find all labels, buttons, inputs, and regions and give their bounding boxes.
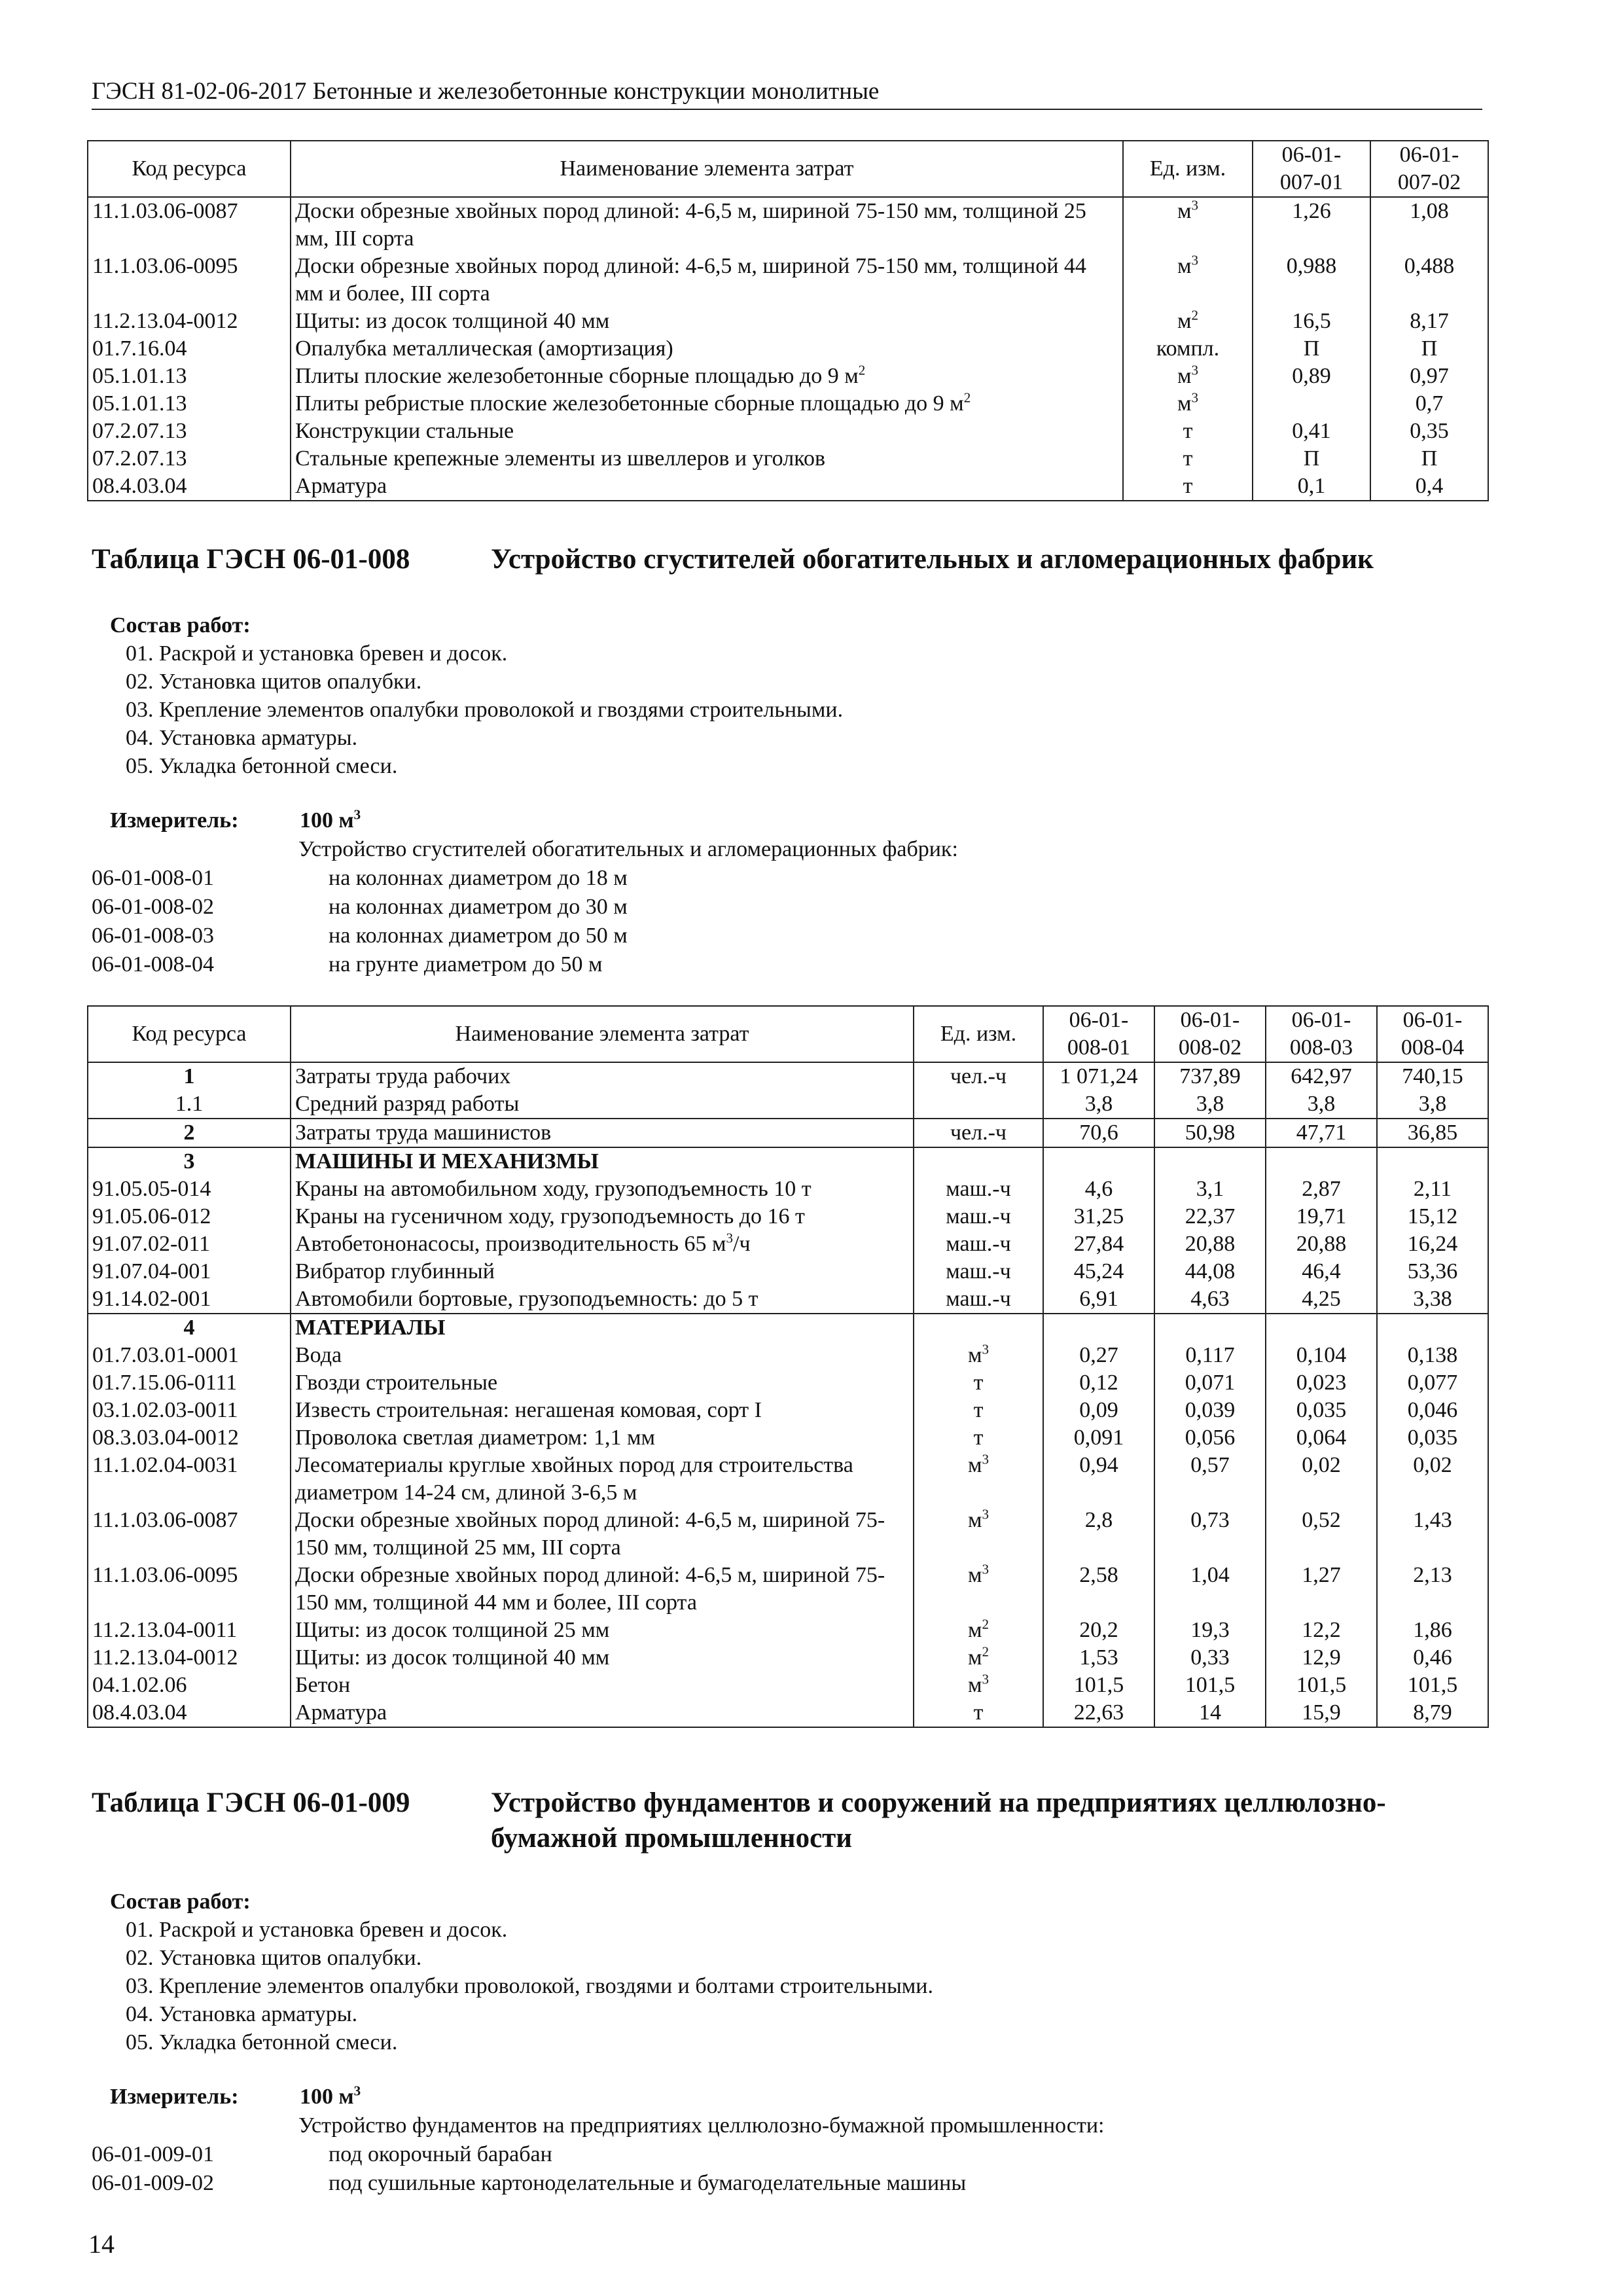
value-02: 3,1 (1154, 1175, 1266, 1203)
value-01: 2,58 (1043, 1562, 1154, 1617)
value-01: 2,8 (1043, 1507, 1154, 1562)
value-04: 53,36 (1377, 1258, 1488, 1285)
codes-008 (92, 835, 958, 979)
table-row (88, 335, 1488, 363)
column-header: Код ресурса (88, 141, 291, 197)
work-item: 05. Укладка бетонной смеси. (126, 2030, 398, 2054)
norm-code: 06-01-009-01 (92, 2142, 214, 2166)
unit: $м^2$ (914, 1617, 1043, 1644)
table-row (88, 1699, 1488, 1727)
norm-description: на грунте диаметром до 50 м (329, 952, 603, 977)
value-03: 0,52 (1266, 1507, 1377, 1562)
column-header: 06-01- 008-04 (1377, 1006, 1488, 1062)
resource-name: Средний разряд работы (291, 1090, 914, 1119)
table-name: Устройство фундаментов и сооружений на предприятиях целлюлозно-бумажной промышленности (491, 1787, 1386, 1854)
resource-name: Краны на автомобильном ходу, грузоподъемность 10 т (291, 1175, 914, 1203)
value-01: 0,12 (1043, 1369, 1154, 1397)
table-row (88, 1258, 1488, 1285)
unit: т (914, 1424, 1043, 1452)
norm-code-row (92, 922, 958, 950)
value-03: 0,02 (1266, 1452, 1377, 1507)
value-02: 0,056 (1154, 1424, 1266, 1452)
table-row (88, 363, 1488, 390)
value-01: 0,091 (1043, 1424, 1154, 1452)
table-row (88, 1230, 1488, 1258)
resource-code: 91.05.06-012 (88, 1203, 291, 1230)
norm-code-row (92, 950, 958, 979)
value-01: 70,6 (1043, 1119, 1154, 1147)
resource-name: МАТЕРИАЛЫ (291, 1314, 914, 1342)
value-02: 1,04 (1154, 1562, 1266, 1617)
resource-name: Опалубка металлическая (амортизация) (291, 335, 1123, 363)
resource-code: 3 (88, 1147, 291, 1175)
table-row (88, 1424, 1488, 1452)
value-03: 4,25 (1266, 1285, 1377, 1314)
unit: $м^3$ (1123, 363, 1253, 390)
value-02: 0,117 (1154, 1342, 1266, 1369)
value-03: 19,71 (1266, 1203, 1377, 1230)
value-02: 3,8 (1154, 1090, 1266, 1119)
value-04: 101,5 (1377, 1672, 1488, 1699)
value-01: 31,25 (1043, 1203, 1154, 1230)
resource-table-008 (87, 1005, 1489, 1728)
table-row (88, 1617, 1488, 1644)
table-row (88, 253, 1488, 308)
unit: $м^3$ (914, 1452, 1043, 1507)
meter-label: Измеритель: (110, 808, 239, 833)
resource-name: Доски обрезные хвойных пород длиной: 4-6,5 м, шириной 75-150 мм, толщиной 44 мм и более, III сорта (291, 1562, 914, 1617)
value-04: 1,43 (1377, 1507, 1488, 1562)
resource-name: Затраты труда машинистов (291, 1119, 914, 1147)
value-04: 0,046 (1377, 1397, 1488, 1424)
unit: $м^3$ (1123, 197, 1253, 253)
resource-code: 11.2.13.04-0011 (88, 1617, 291, 1644)
unit: т (1123, 445, 1253, 473)
table-row (88, 1644, 1488, 1672)
table-row (88, 445, 1488, 473)
table-row (88, 1562, 1488, 1617)
resource-code: 01.7.15.06-0111 (88, 1369, 291, 1397)
unit: т (914, 1699, 1043, 1727)
table-row (88, 1314, 1488, 1342)
unit: маш.-ч (914, 1285, 1043, 1314)
resource-name: Доски обрезные хвойных пород длиной: 4-6,5 м, шириной 75-150 мм, толщиной 25 мм, III сорта (291, 197, 1123, 253)
resource-name: Щиты: из досок толщиной 40 мм (291, 1644, 914, 1672)
value-01: 1,26 (1253, 197, 1370, 253)
value-01: 16,5 (1253, 308, 1370, 335)
value-04: 0,138 (1377, 1342, 1488, 1369)
resource-code: 11.2.13.04-0012 (88, 308, 291, 335)
value-01: П (1253, 445, 1370, 473)
value-02: 4,63 (1154, 1285, 1266, 1314)
value-03: 15,9 (1266, 1699, 1377, 1727)
column-header: Наименование элемента затрат (291, 1006, 914, 1062)
norm-description: на колоннах диаметром до 18 м (329, 866, 628, 890)
work-item: 04. Установка арматуры. (126, 726, 358, 750)
value-02: 14 (1154, 1699, 1266, 1727)
norm-description: на колоннах диаметром до 50 м (329, 924, 628, 948)
value-03: 0,064 (1266, 1424, 1377, 1452)
resource-name: Арматура (291, 1699, 914, 1727)
table-row (88, 390, 1488, 418)
value-02: 0,35 (1370, 418, 1488, 445)
value-02: П (1370, 335, 1488, 363)
table-row (88, 1147, 1488, 1175)
value-04 (1377, 1147, 1488, 1175)
value-03 (1266, 1147, 1377, 1175)
value-01: 0,89 (1253, 363, 1370, 390)
value-01: 0,988 (1253, 253, 1370, 308)
value-01: 4,6 (1043, 1175, 1154, 1203)
value-01: 0,1 (1253, 473, 1370, 501)
work-item: 04. Установка арматуры. (126, 2002, 358, 2026)
value-02: П (1370, 445, 1488, 473)
resource-code: 1.1 (88, 1090, 291, 1119)
resource-name: Арматура (291, 473, 1123, 501)
resource-code: 11.1.03.06-0087 (88, 197, 291, 253)
value-04: 16,24 (1377, 1230, 1488, 1258)
resource-name: Автобетононасосы, производительность 65 $м^3/ч$ (291, 1230, 914, 1258)
value-02: 1,08 (1370, 197, 1488, 253)
unit: компл. (1123, 335, 1253, 363)
table-row (88, 1119, 1488, 1147)
resource-table-007 (87, 140, 1489, 501)
value-03: 2,87 (1266, 1175, 1377, 1203)
table-row (88, 1062, 1488, 1090)
work-item: 03. Крепление элементов опалубки проволокой, гвоздями и болтами строительными. (126, 1974, 933, 1998)
resource-code: 91.07.02-011 (88, 1230, 291, 1258)
resource-code: 11.2.13.04-0012 (88, 1644, 291, 1672)
resource-name: Затраты труда рабочих (291, 1062, 914, 1090)
value-03 (1266, 1314, 1377, 1342)
unit: $м^2$ (1123, 308, 1253, 335)
work-item: 05. Укладка бетонной смеси. (126, 754, 398, 778)
unit: т (1123, 418, 1253, 445)
value-02: 0,4 (1370, 473, 1488, 501)
table-row (88, 308, 1488, 335)
value-01: 0,27 (1043, 1342, 1154, 1369)
works-list-009 (110, 1888, 933, 2056)
unit: маш.-ч (914, 1203, 1043, 1230)
column-header: Код ресурса (88, 1006, 291, 1062)
unit: т (914, 1369, 1043, 1397)
table-row (88, 1285, 1488, 1314)
table-row (88, 1090, 1488, 1119)
value-02: 19,3 (1154, 1617, 1266, 1644)
work-item: 02. Установка щитов опалубки. (126, 670, 422, 694)
resource-name: Конструкции стальные (291, 418, 1123, 445)
value-01: П (1253, 335, 1370, 363)
resource-code: 08.3.03.04-0012 (88, 1424, 291, 1452)
value-04: 1,86 (1377, 1617, 1488, 1644)
value-02: 0,33 (1154, 1644, 1266, 1672)
resource-name: МАШИНЫ И МЕХАНИЗМЫ (291, 1147, 914, 1175)
codes-009 (92, 2111, 1104, 2198)
value-03: 101,5 (1266, 1672, 1377, 1699)
value-01 (1043, 1147, 1154, 1175)
resource-code: 01.7.16.04 (88, 335, 291, 363)
value-04: 3,8 (1377, 1090, 1488, 1119)
value-01: 0,41 (1253, 418, 1370, 445)
value-03: 642,97 (1266, 1062, 1377, 1090)
value-04: 0,077 (1377, 1369, 1488, 1397)
work-item: 01. Раскрой и установка бревен и досок. (126, 641, 508, 666)
value-04: 0,02 (1377, 1452, 1488, 1507)
value-04: 15,12 (1377, 1203, 1488, 1230)
resource-name: Плиты плоские железобетонные сборные площадью до 9 $м^2$ (291, 363, 1123, 390)
unit: маш.-ч (914, 1175, 1043, 1203)
meter-value: 100 $м^3$ (300, 806, 361, 833)
value-02 (1154, 1147, 1266, 1175)
table-row (88, 1175, 1488, 1203)
unit: $м^3$ (914, 1562, 1043, 1617)
value-02: 22,37 (1154, 1203, 1266, 1230)
column-header: Ед. изм. (914, 1006, 1043, 1062)
resource-code: 04.1.02.06 (88, 1672, 291, 1699)
value-01: 0,94 (1043, 1452, 1154, 1507)
resource-code: 1 (88, 1062, 291, 1090)
value-01: 0,09 (1043, 1397, 1154, 1424)
unit: $м^3$ (1123, 390, 1253, 418)
table-header-row (88, 141, 1488, 197)
value-03: 20,88 (1266, 1230, 1377, 1258)
column-header: 06-01- 008-01 (1043, 1006, 1154, 1062)
value-01: 22,63 (1043, 1699, 1154, 1727)
unit: $м^3$ (914, 1672, 1043, 1699)
value-04: 3,38 (1377, 1285, 1488, 1314)
value-04: 0,46 (1377, 1644, 1488, 1672)
resource-code: 03.1.02.03-0011 (88, 1397, 291, 1424)
table-row (88, 1507, 1488, 1562)
resource-code: 11.1.02.04-0031 (88, 1452, 291, 1507)
meter-label: Измеритель: (110, 2085, 239, 2109)
unit: $м^3$ (914, 1507, 1043, 1562)
codes-description: Устройство сгустителей обогатительных и агломерационных фабрик: (298, 837, 958, 861)
value-02: 0,57 (1154, 1452, 1266, 1507)
resource-code: 91.14.02-001 (88, 1285, 291, 1314)
resource-code: 08.4.03.04 (88, 473, 291, 501)
value-04: 2,13 (1377, 1562, 1488, 1617)
unit: т (1123, 473, 1253, 501)
unit: т (914, 1397, 1043, 1424)
value-03: 3,8 (1266, 1090, 1377, 1119)
table-name: Устройство сгустителей обогатительных и агломерационных фабрик (491, 544, 1374, 575)
norm-code: 06-01-008-01 (92, 866, 214, 890)
norm-code: 06-01-009-02 (92, 2171, 214, 2195)
value-02: 737,89 (1154, 1062, 1266, 1090)
value-03: 12,9 (1266, 1644, 1377, 1672)
resource-code: 4 (88, 1314, 291, 1342)
value-03: 12,2 (1266, 1617, 1377, 1644)
value-01 (1253, 390, 1370, 418)
value-01: 45,24 (1043, 1258, 1154, 1285)
column-header: 06-01- 007-01 (1253, 141, 1370, 197)
value-03: 47,71 (1266, 1119, 1377, 1147)
codes-description: Устройство фундаментов на предприятиях целлюлозно-бумажной промышленности: (298, 2113, 1105, 2138)
table-row (88, 1342, 1488, 1369)
work-item: 01. Раскрой и установка бревен и досок. (126, 1918, 508, 1942)
norm-code: 06-01-008-04 (92, 952, 214, 977)
value-04 (1377, 1314, 1488, 1342)
meter-009 (110, 2083, 361, 2111)
resource-name: Щиты: из досок толщиной 40 мм (291, 308, 1123, 335)
value-03: 0,035 (1266, 1397, 1377, 1424)
resource-code: 91.07.04-001 (88, 1258, 291, 1285)
resource-code: 91.05.05-014 (88, 1175, 291, 1203)
value-02: 0,039 (1154, 1397, 1266, 1424)
unit: маш.-ч (914, 1230, 1043, 1258)
resource-code: 07.2.07.13 (88, 445, 291, 473)
value-02: 8,17 (1370, 308, 1488, 335)
value-01: 3,8 (1043, 1090, 1154, 1119)
value-04: 2,11 (1377, 1175, 1488, 1203)
value-02 (1154, 1314, 1266, 1342)
table-label: Таблица ГЭСН 06-01-009 (92, 1787, 410, 1818)
value-03: 46,4 (1266, 1258, 1377, 1285)
work-item: 02. Установка щитов опалубки. (126, 1946, 422, 1970)
value-02: 20,88 (1154, 1230, 1266, 1258)
value-02: 0,7 (1370, 390, 1488, 418)
resource-name: Автомобили бортовые, грузоподъемность: до 5 т (291, 1285, 914, 1314)
table-title-009 (92, 1785, 1386, 1854)
page-number: 14 (88, 2229, 115, 2259)
value-02: 0,488 (1370, 253, 1488, 308)
meter-value: 100 $м^3$ (300, 2083, 361, 2109)
value-04: 36,85 (1377, 1119, 1488, 1147)
resource-name: Стальные крепежные элементы из швеллеров и уголков (291, 445, 1123, 473)
unit: маш.-ч (914, 1258, 1043, 1285)
table-row (88, 1397, 1488, 1424)
resource-code: 05.1.01.13 (88, 363, 291, 390)
column-header: 06-01- 008-03 (1266, 1006, 1377, 1062)
norm-code-row (92, 893, 958, 922)
unit: чел.-ч (914, 1062, 1043, 1090)
meter-008 (110, 806, 361, 834)
resource-name: Щиты: из досок толщиной 25 мм (291, 1617, 914, 1644)
column-header: Наименование элемента затрат (291, 141, 1123, 197)
resource-name: Гвозди строительные (291, 1369, 914, 1397)
resource-name: Плиты ребристые плоские железобетонные сборные площадью до 9 $м^2$ (291, 390, 1123, 418)
value-01: 1,53 (1043, 1644, 1154, 1672)
norm-code-row (92, 864, 958, 893)
value-04: 8,79 (1377, 1699, 1488, 1727)
table-header-row (88, 1006, 1488, 1062)
resource-name: Лесоматериалы круглые хвойных пород для строительства диаметром 14-24 см, длиной 3-6,5 м (291, 1452, 914, 1507)
value-02: 0,071 (1154, 1369, 1266, 1397)
resource-code: 07.2.07.13 (88, 418, 291, 445)
table-label: Таблица ГЭСН 06-01-008 (92, 544, 410, 575)
value-03: 0,023 (1266, 1369, 1377, 1397)
resource-name: Доски обрезные хвойных пород длиной: 4-6,5 м, шириной 75-150 мм, толщиной 44 мм и более, III сорта (291, 253, 1123, 308)
value-01: 101,5 (1043, 1672, 1154, 1699)
norm-code: 06-01-008-03 (92, 924, 214, 948)
value-04: 0,035 (1377, 1424, 1488, 1452)
unit: $м^3$ (914, 1342, 1043, 1369)
works-title: Состав работ: (110, 613, 251, 637)
value-02: 44,08 (1154, 1258, 1266, 1285)
unit: $м^2$ (914, 1644, 1043, 1672)
work-item: 03. Крепление элементов опалубки проволокой и гвоздями строительными. (126, 698, 844, 722)
value-01: 1 071,24 (1043, 1062, 1154, 1090)
unit (914, 1147, 1043, 1175)
unit: чел.-ч (914, 1119, 1043, 1147)
resource-code: 11.1.03.06-0087 (88, 1507, 291, 1562)
value-01 (1043, 1314, 1154, 1342)
unit: $м^3$ (1123, 253, 1253, 308)
running-header: ГЭСН 81-02-06-2017 Бетонные и железобетонные конструкции монолитные (92, 77, 1482, 110)
norm-code: 06-01-008-02 (92, 895, 214, 919)
table-row (88, 1672, 1488, 1699)
resource-name: Проволока светлая диаметром: 1,1 мм (291, 1424, 914, 1452)
unit (914, 1314, 1043, 1342)
resource-code: 11.1.03.06-0095 (88, 253, 291, 308)
value-02: 101,5 (1154, 1672, 1266, 1699)
norm-description: на колоннах диаметром до 30 м (329, 895, 628, 919)
value-01: 6,91 (1043, 1285, 1154, 1314)
table-row (88, 197, 1488, 253)
table-row (88, 1203, 1488, 1230)
value-01: 20,2 (1043, 1617, 1154, 1644)
table-row (88, 1369, 1488, 1397)
table-row (88, 1452, 1488, 1507)
column-header: Ед. изм. (1123, 141, 1253, 197)
resource-code: 05.1.01.13 (88, 390, 291, 418)
resource-name: Вибратор глубинный (291, 1258, 914, 1285)
table-title-008 (92, 542, 1374, 577)
column-header: 06-01- 007-02 (1370, 141, 1488, 197)
resource-name: Бетон (291, 1672, 914, 1699)
resource-name: Вода (291, 1342, 914, 1369)
table-row (88, 473, 1488, 501)
works-list-008 (110, 611, 843, 780)
value-03: 0,104 (1266, 1342, 1377, 1369)
value-02: 50,98 (1154, 1119, 1266, 1147)
table-row (88, 418, 1488, 445)
value-02: 0,73 (1154, 1507, 1266, 1562)
norm-description: под окорочный барабан (329, 2142, 552, 2166)
unit (914, 1090, 1043, 1119)
resource-code: 08.4.03.04 (88, 1699, 291, 1727)
norm-code-row (92, 2140, 1104, 2169)
resource-name: Доски обрезные хвойных пород длиной: 4-6,5 м, шириной 75-150 мм, толщиной 25 мм, III сорта (291, 1507, 914, 1562)
column-header: 06-01- 008-02 (1154, 1006, 1266, 1062)
value-04: 740,15 (1377, 1062, 1488, 1090)
value-03: 1,27 (1266, 1562, 1377, 1617)
norm-code-row (92, 2169, 1104, 2198)
norm-description: под сушильные картоноделательные и бумагоделательные машины (329, 2171, 967, 2195)
value-02: 0,97 (1370, 363, 1488, 390)
resource-name: Краны на гусеничном ходу, грузоподъемность до 16 т (291, 1203, 914, 1230)
works-title: Состав работ: (110, 1890, 251, 1914)
resource-name: Известь строительная: негашеная комовая, сорт I (291, 1397, 914, 1424)
resource-code: 01.7.03.01-0001 (88, 1342, 291, 1369)
value-01: 27,84 (1043, 1230, 1154, 1258)
resource-code: 11.1.03.06-0095 (88, 1562, 291, 1617)
resource-code: 2 (88, 1119, 291, 1147)
